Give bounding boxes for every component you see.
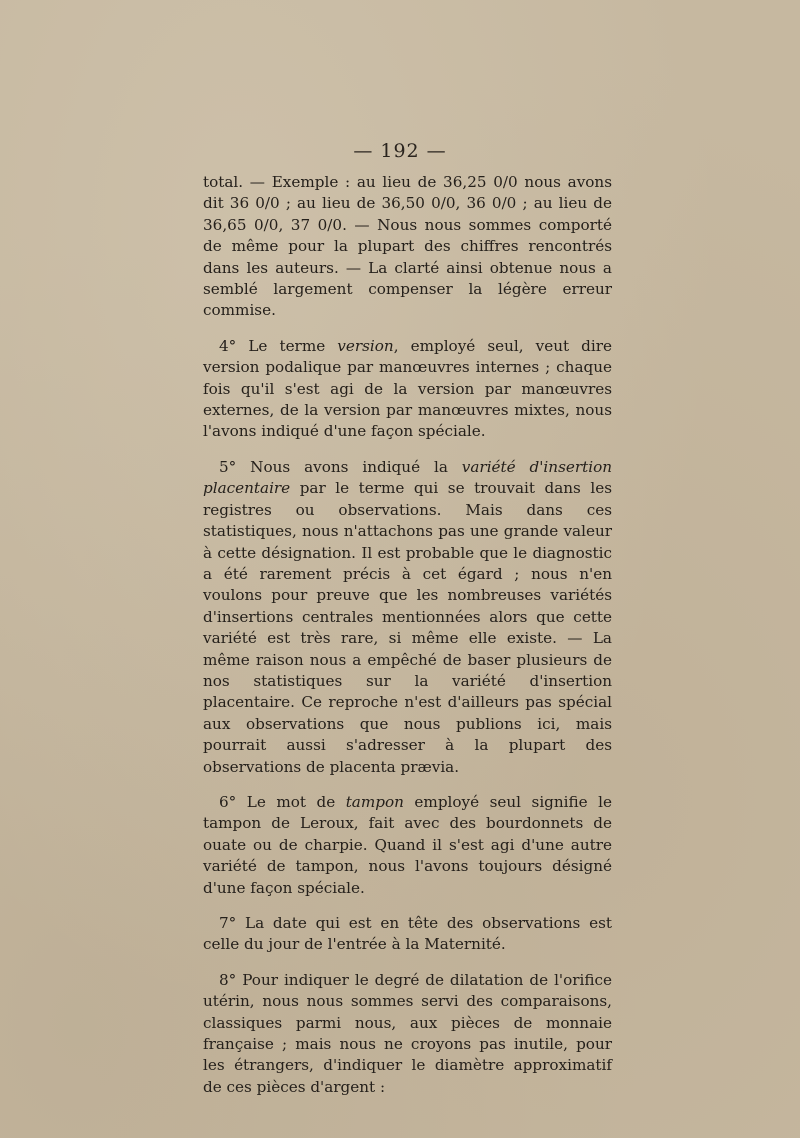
paragraph-dilatation-comparison: 8° Pour indiquer le degré de dilatation de l'orifice utérin, nous nous sommes servi des comparaisons, classiques parmi nous, aux pièces de monnaie française ; mais nous ne croyons pas inutile, pour les étrangers, d'indiquer le diamètre approximatif de ces pièces d'argent : bbox=[203, 970, 612, 1096]
paragraph-rounding-note: total. — Exemple : au lieu de 36,25 0/0 nous avons dit 36 0/0 ; au lieu de 36,50 0/0, 36 0/0 ; au lieu de 36,65 0/0, 37 0/0. — Nous nous sommes comporté de même pour la plupart des chiffres rencontrés dans les auteurs. — La clarté ainsi obtenue nous a semblé largement compenser la légère erreur commise. bbox=[203, 173, 612, 320]
body-text bbox=[203, 172, 612, 1098]
italic-term-version: version bbox=[337, 336, 394, 355]
paragraph-text-end: , employé seul, veut dire version podalique par manœuvres internes ; chaque fois qu'il s'est agi de la version par manœuvres externes, de la version par manœuvres mixtes, nous l'avons indiqué d'une façon spéciale. bbox=[203, 336, 612, 441]
page-number: — 192 — bbox=[353, 140, 447, 162]
italic-term-insertion-variety: variété d'insertion placentaire bbox=[203, 457, 612, 498]
paragraph-version-term bbox=[203, 336, 612, 443]
paragraph-text-start: 6° Le mot de bbox=[219, 792, 346, 811]
paragraph-tampon-term bbox=[203, 792, 612, 899]
paragraph-placental-insertion bbox=[203, 457, 612, 778]
paragraph-text-start: 5° Nous avons indiqué la bbox=[219, 457, 462, 476]
paragraph-text-start: 4° Le terme bbox=[219, 336, 338, 355]
paragraph-text-end: employé seul signifie le tampon de Leroux, fait avec des bourdonnets de ouate ou de charpie. Quand il s'est agi d'une autre variété de tampon, nous l'avons toujours désigné d'une façon spéciale. bbox=[203, 792, 613, 897]
paragraph-observation-date: 7° La date qui est en tête des observations est celle du jour de l'entrée à la Maternité. bbox=[203, 914, 612, 954]
paragraph-text-end: par le terme qui se trouvait dans les registres ou observations. Mais dans ces statistiques, nous n'attachons pas une grande valeur à cette désignation. Il est probable que le diagnostic a été rarement précis à cet égard ; nous n'en voulons pour preuve que les nombreuses variétés d'insertions centrales mentionnées alors que cette variété est très rare, si même elle existe. — La même raison nous a empêché de baser plusieurs de nos statistiques sur la variété d'insertion placentaire. Ce reproche n'est d'ailleurs pas spécial aux observations que nous publions ici, mais pourrait aussi s'adresser à la plupart des observations de placenta prævia. bbox=[203, 479, 612, 776]
italic-term-tampon: tampon bbox=[345, 792, 404, 811]
